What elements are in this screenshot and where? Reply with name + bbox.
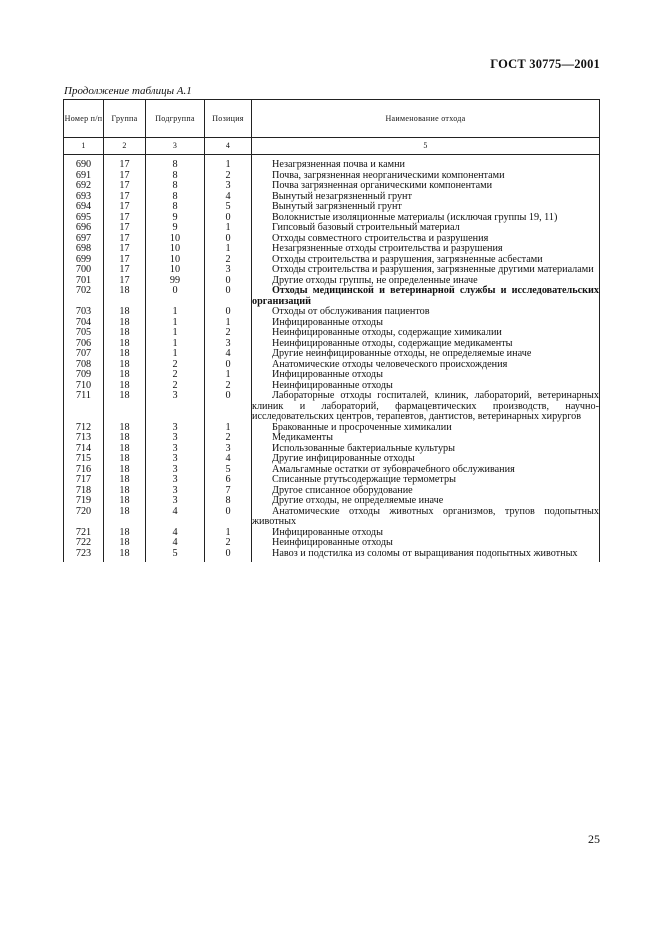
row-number: 720 bbox=[64, 507, 104, 528]
row-waste-name: Бракованные и просроченные химикалии bbox=[252, 423, 600, 434]
row-subgroup: 3 bbox=[146, 454, 205, 465]
row-waste-name: Другие отходы группы, не определенные иначе bbox=[252, 276, 600, 287]
row-position: 3 bbox=[205, 265, 252, 276]
row-subgroup: 1 bbox=[146, 328, 205, 339]
row-number: 718 bbox=[64, 486, 104, 497]
table-row bbox=[64, 286, 600, 307]
row-position: 0 bbox=[205, 276, 252, 287]
row-waste-name: Вынутый загрязненный грунт bbox=[252, 202, 600, 213]
row-group: 18 bbox=[104, 318, 146, 329]
row-group: 18 bbox=[104, 538, 146, 549]
row-subgroup: 1 bbox=[146, 339, 205, 350]
col-header-subgroup: Подгруппа bbox=[146, 100, 205, 138]
row-position: 2 bbox=[205, 255, 252, 266]
row-group: 18 bbox=[104, 339, 146, 350]
row-subgroup: 9 bbox=[146, 213, 205, 224]
table-row bbox=[64, 349, 600, 360]
row-position: 2 bbox=[205, 433, 252, 444]
row-number: 700 bbox=[64, 265, 104, 276]
row-waste-name: Анатомические отходы человеческого происхождения bbox=[252, 360, 600, 371]
row-number: 695 bbox=[64, 213, 104, 224]
row-number: 707 bbox=[64, 349, 104, 360]
table-row bbox=[64, 265, 600, 276]
row-group: 17 bbox=[104, 202, 146, 213]
row-number: 693 bbox=[64, 192, 104, 203]
row-waste-name: Отходы совместного строительства и разрушения bbox=[252, 234, 600, 245]
row-waste-name: Другое списанное оборудование bbox=[252, 486, 600, 497]
table-row bbox=[64, 433, 600, 444]
row-group: 18 bbox=[104, 486, 146, 497]
row-group: 18 bbox=[104, 528, 146, 539]
row-group: 18 bbox=[104, 286, 146, 307]
row-subgroup: 0 bbox=[146, 286, 205, 307]
row-subgroup: 3 bbox=[146, 433, 205, 444]
row-waste-name: Другие отходы, не определяемые иначе bbox=[252, 496, 600, 507]
row-waste-name: Другие инфицированные отходы bbox=[252, 454, 600, 465]
row-group: 18 bbox=[104, 475, 146, 486]
row-position: 0 bbox=[205, 234, 252, 245]
row-waste-name: Амальгамные остатки от зубоврачебного обслуживания bbox=[252, 465, 600, 476]
table-caption: Продолжение таблицы А.1 bbox=[64, 85, 192, 97]
row-waste-name: Отходы от обслуживания пациентов bbox=[252, 307, 600, 318]
row-subgroup: 1 bbox=[146, 349, 205, 360]
row-position: 4 bbox=[205, 349, 252, 360]
row-group: 18 bbox=[104, 465, 146, 476]
row-group: 17 bbox=[104, 244, 146, 255]
row-number: 721 bbox=[64, 528, 104, 539]
row-position: 0 bbox=[205, 360, 252, 371]
row-group: 18 bbox=[104, 328, 146, 339]
table-row bbox=[64, 181, 600, 192]
table-row bbox=[64, 507, 600, 528]
row-position: 0 bbox=[205, 307, 252, 318]
row-position: 7 bbox=[205, 486, 252, 497]
row-position: 2 bbox=[205, 381, 252, 392]
row-subgroup: 4 bbox=[146, 528, 205, 539]
row-waste-name: Отходы медицинской и ветеринарной службы и исследовательских организаций bbox=[252, 285, 599, 307]
row-subgroup: 3 bbox=[146, 391, 205, 423]
row-waste-name: Незагрязненная почва и камни bbox=[252, 155, 600, 171]
row-waste-name: Волокнистые изоляционные материалы (исключая группы 19, 11) bbox=[252, 213, 600, 224]
table-row bbox=[64, 370, 600, 381]
table-row bbox=[64, 454, 600, 465]
row-number: 694 bbox=[64, 202, 104, 213]
col-header-name: Наименование отхода bbox=[252, 100, 600, 138]
row-subgroup: 5 bbox=[146, 549, 205, 563]
row-subgroup: 10 bbox=[146, 234, 205, 245]
row-subgroup: 8 bbox=[146, 181, 205, 192]
row-group: 17 bbox=[104, 192, 146, 203]
row-position: 2 bbox=[205, 171, 252, 182]
row-subgroup: 9 bbox=[146, 223, 205, 234]
row-number: 697 bbox=[64, 234, 104, 245]
row-waste-name: Отходы строительства и разрушения, загрязненные асбестами bbox=[252, 255, 600, 266]
row-group: 17 bbox=[104, 276, 146, 287]
row-subgroup: 2 bbox=[146, 370, 205, 381]
header-row bbox=[64, 100, 600, 138]
row-number: 696 bbox=[64, 223, 104, 234]
row-position: 0 bbox=[205, 391, 252, 423]
row-subgroup: 10 bbox=[146, 255, 205, 266]
row-position: 2 bbox=[205, 538, 252, 549]
row-position: 1 bbox=[205, 370, 252, 381]
row-group: 18 bbox=[104, 370, 146, 381]
row-number: 708 bbox=[64, 360, 104, 371]
col-number: 5 bbox=[252, 138, 600, 155]
row-group: 17 bbox=[104, 171, 146, 182]
row-waste-name: Анатомические отходы животных организмов, трупов подопытных животных bbox=[252, 505, 599, 527]
row-group: 17 bbox=[104, 223, 146, 234]
page-number: 25 bbox=[588, 832, 600, 846]
row-group: 17 bbox=[104, 213, 146, 224]
row-group: 18 bbox=[104, 307, 146, 318]
row-waste-name: Инфицированные отходы bbox=[252, 318, 600, 329]
table-row bbox=[64, 538, 600, 549]
col-header-number: Номер п/п bbox=[64, 100, 104, 138]
row-group: 18 bbox=[104, 381, 146, 392]
row-waste-name: Инфицированные отходы bbox=[252, 370, 600, 381]
row-position: 1 bbox=[205, 423, 252, 434]
row-number: 716 bbox=[64, 465, 104, 476]
col-number: 2 bbox=[104, 138, 146, 155]
row-number: 717 bbox=[64, 475, 104, 486]
row-number: 702 bbox=[64, 286, 104, 307]
row-number: 712 bbox=[64, 423, 104, 434]
row-waste-name: Неинфицированные отходы, содержащие химикалии bbox=[252, 328, 600, 339]
row-number: 703 bbox=[64, 307, 104, 318]
row-waste-name: Инфицированные отходы bbox=[252, 528, 600, 539]
row-group: 18 bbox=[104, 507, 146, 528]
row-waste-name: Вынутый незагрязненный грунт bbox=[252, 192, 600, 203]
table-row bbox=[64, 549, 600, 563]
row-number: 691 bbox=[64, 171, 104, 182]
row-position: 0 bbox=[205, 286, 252, 307]
row-group: 18 bbox=[104, 454, 146, 465]
row-number: 705 bbox=[64, 328, 104, 339]
row-position: 6 bbox=[205, 475, 252, 486]
row-position: 5 bbox=[205, 202, 252, 213]
row-waste-name: Отходы строительства и разрушения, загрязненные другими материалами bbox=[252, 265, 600, 276]
row-subgroup: 2 bbox=[146, 381, 205, 392]
row-group: 18 bbox=[104, 496, 146, 507]
table-row bbox=[64, 202, 600, 213]
row-number: 714 bbox=[64, 444, 104, 455]
row-position: 1 bbox=[205, 155, 252, 171]
row-position: 4 bbox=[205, 192, 252, 203]
row-position: 5 bbox=[205, 465, 252, 476]
row-position: 1 bbox=[205, 318, 252, 329]
row-number: 711 bbox=[64, 391, 104, 423]
row-subgroup: 10 bbox=[146, 244, 205, 255]
row-number: 723 bbox=[64, 549, 104, 563]
row-group: 17 bbox=[104, 255, 146, 266]
row-subgroup: 3 bbox=[146, 423, 205, 434]
row-subgroup: 4 bbox=[146, 507, 205, 528]
row-number: 713 bbox=[64, 433, 104, 444]
row-group: 18 bbox=[104, 433, 146, 444]
row-position: 0 bbox=[205, 549, 252, 563]
row-waste-name: Незагрязненные отходы строительства и разрушения bbox=[252, 244, 600, 255]
table-row bbox=[64, 496, 600, 507]
column-number-row bbox=[64, 138, 600, 155]
row-number: 709 bbox=[64, 370, 104, 381]
table-row bbox=[64, 155, 600, 171]
row-group: 18 bbox=[104, 391, 146, 423]
row-number: 701 bbox=[64, 276, 104, 287]
row-waste-name: Неинфицированные отходы bbox=[252, 538, 600, 549]
row-subgroup: 8 bbox=[146, 202, 205, 213]
row-number: 692 bbox=[64, 181, 104, 192]
row-waste-name: Неинфицированные отходы, содержащие медикаменты bbox=[252, 339, 600, 350]
table-row bbox=[64, 328, 600, 339]
row-subgroup: 8 bbox=[146, 155, 205, 171]
col-header-group: Группа bbox=[104, 100, 146, 138]
row-group: 18 bbox=[104, 423, 146, 434]
row-position: 1 bbox=[205, 223, 252, 234]
row-waste-name: Почва загрязненная органическими компонентами bbox=[252, 181, 600, 192]
row-number: 690 bbox=[64, 155, 104, 171]
row-waste-name: Медикаменты bbox=[252, 433, 600, 444]
row-group: 17 bbox=[104, 155, 146, 171]
row-number: 722 bbox=[64, 538, 104, 549]
row-waste-name: Неинфицированные отходы bbox=[252, 381, 600, 392]
row-number: 699 bbox=[64, 255, 104, 266]
row-position: 1 bbox=[205, 244, 252, 255]
row-subgroup: 99 bbox=[146, 276, 205, 287]
row-subgroup: 8 bbox=[146, 192, 205, 203]
row-position: 3 bbox=[205, 181, 252, 192]
row-subgroup: 2 bbox=[146, 360, 205, 371]
row-subgroup: 3 bbox=[146, 475, 205, 486]
row-waste-name: Другие неинфицированные отходы, не определяемые иначе bbox=[252, 349, 600, 360]
row-subgroup: 3 bbox=[146, 486, 205, 497]
row-waste-name: Лабораторные отходы госпиталей, клиник, лабораторий, ветеринарных клиник и лабораторий, фармацевтических производств, научно-исследовательских центров, терапевтов, дантистов, ветеринарных хирургов bbox=[252, 390, 599, 422]
row-group: 17 bbox=[104, 265, 146, 276]
row-subgroup: 3 bbox=[146, 465, 205, 476]
row-waste-name: Использованные бактериальные культуры bbox=[252, 444, 600, 455]
col-number: 3 bbox=[146, 138, 205, 155]
row-waste-name: Почва, загрязненная неорганическими компонентами bbox=[252, 171, 600, 182]
row-position: 3 bbox=[205, 444, 252, 455]
row-group: 18 bbox=[104, 549, 146, 563]
row-subgroup: 10 bbox=[146, 265, 205, 276]
waste-table bbox=[63, 99, 600, 562]
row-subgroup: 1 bbox=[146, 307, 205, 318]
row-subgroup: 4 bbox=[146, 538, 205, 549]
table-row bbox=[64, 223, 600, 234]
row-group: 18 bbox=[104, 360, 146, 371]
row-group: 18 bbox=[104, 349, 146, 360]
row-subgroup: 3 bbox=[146, 496, 205, 507]
col-number: 4 bbox=[205, 138, 252, 155]
row-position: 0 bbox=[205, 213, 252, 224]
row-position: 1 bbox=[205, 528, 252, 539]
row-number: 704 bbox=[64, 318, 104, 329]
row-subgroup: 8 bbox=[146, 171, 205, 182]
table-row bbox=[64, 391, 600, 423]
col-number: 1 bbox=[64, 138, 104, 155]
row-number: 698 bbox=[64, 244, 104, 255]
row-number: 706 bbox=[64, 339, 104, 350]
table-row bbox=[64, 307, 600, 318]
table-row bbox=[64, 244, 600, 255]
row-number: 715 bbox=[64, 454, 104, 465]
row-group: 17 bbox=[104, 234, 146, 245]
table-row bbox=[64, 475, 600, 486]
row-position: 8 bbox=[205, 496, 252, 507]
row-subgroup: 1 bbox=[146, 318, 205, 329]
row-waste-name: Списанные ртутьсодержащие термометры bbox=[252, 475, 600, 486]
row-position: 0 bbox=[205, 507, 252, 528]
row-position: 2 bbox=[205, 328, 252, 339]
row-waste-name: Навоз и подстилка из соломы от выращивания подопытных животных bbox=[252, 549, 600, 563]
row-waste-name: Гипсовый базовый строительный материал bbox=[252, 223, 600, 234]
col-header-position: Позиция bbox=[205, 100, 252, 138]
row-position: 3 bbox=[205, 339, 252, 350]
row-position: 4 bbox=[205, 454, 252, 465]
row-group: 18 bbox=[104, 444, 146, 455]
standard-code: ГОСТ 30775—2001 bbox=[490, 57, 600, 71]
row-number: 710 bbox=[64, 381, 104, 392]
row-group: 17 bbox=[104, 181, 146, 192]
row-subgroup: 3 bbox=[146, 444, 205, 455]
row-number: 719 bbox=[64, 496, 104, 507]
